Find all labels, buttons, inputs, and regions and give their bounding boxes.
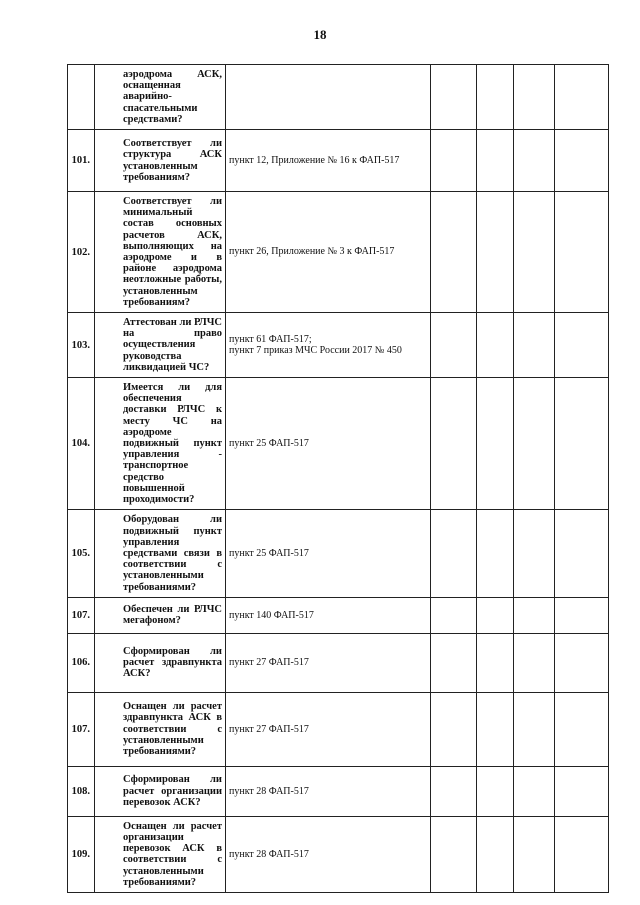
reference-cell: пункт 25 ФАП-517 [226,510,431,597]
table-row [68,192,609,313]
table-row [68,766,609,816]
row-number: 102. [68,192,95,313]
reference-cell: пункт 28 ФАП-517 [226,816,431,892]
question-text: аэродрома АСК, оснащенная аварийно-спасательными средствами? [123,69,222,125]
reference-cell: пункт 61 ФАП-517; пункт 7 приказ МЧС России 2017 № 450 [226,313,431,378]
answer-yes-cell [431,633,477,692]
question-text: Обеспечен ли РЛЧС мегафоном? [123,604,222,627]
row-number: 105. [68,510,95,597]
answer-no-cell [477,192,514,313]
row-number: 108. [68,766,95,816]
note-cell [555,692,609,766]
question-text: Имеется ли для обеспечения доставки РЛЧС к месту ЧС на аэродроме подвижный пункт управления - транспортное средство повышенной проходимости? [123,382,222,506]
note-cell [555,313,609,378]
answer-yes-cell [431,510,477,597]
question-text: Аттестован ли РЛЧС на право осуществления руководства ликвидацией ЧС? [123,317,222,373]
question-cell [95,816,226,892]
answer-yes-cell [431,766,477,816]
answer-no-cell [477,766,514,816]
reference-cell: пункт 27 ФАП-517 [226,633,431,692]
reference-cell: пункт 27 ФАП-517 [226,692,431,766]
question-cell [95,192,226,313]
answer-yes-cell [431,816,477,892]
note-cell [555,633,609,692]
answer-yes-cell [431,130,477,192]
question-text: Сформирован ли расчет здравпункта АСК? [123,645,222,680]
answer-yes-cell [431,597,477,633]
row-number: 103. [68,313,95,378]
not-applicable-cell [514,510,555,597]
table-row [68,378,609,510]
note-cell [555,816,609,892]
row-number: 109. [68,816,95,892]
not-applicable-cell [514,313,555,378]
note-cell [555,378,609,510]
reference-cell: пункт 25 ФАП-517 [226,378,431,510]
answer-yes-cell [431,192,477,313]
reference-cell: пункт 28 ФАП-517 [226,766,431,816]
answer-no-cell [477,378,514,510]
table-row [68,597,609,633]
question-text: Оснащен ли расчет организации перевозок АСК в соответствии с установленными требованиями? [123,820,222,888]
answer-yes-cell [431,692,477,766]
question-cell [95,692,226,766]
row-number: 107. [68,692,95,766]
answer-yes-cell [431,378,477,510]
reference-cell: пункт 12, Приложение № 16 к ФАП-517 [226,130,431,192]
reference-cell: пункт 26, Приложение № 3 к ФАП-517 [226,192,431,313]
answer-no-cell [477,130,514,192]
question-cell [95,378,226,510]
question-cell [95,313,226,378]
not-applicable-cell [514,816,555,892]
checklist-table [67,64,609,893]
answer-no-cell [477,597,514,633]
reference-cell: пункт 140 ФАП-517 [226,597,431,633]
note-cell [555,130,609,192]
answer-yes-cell [431,313,477,378]
answer-no-cell [477,816,514,892]
question-cell [95,510,226,597]
table-row [68,130,609,192]
answer-yes-cell [431,65,477,130]
question-text: Оборудован ли подвижный пункт управления средствами связи в соответствии с установленными требованиями? [123,514,222,593]
question-text: Сформирован ли расчет организации перевозок АСК? [123,774,222,808]
note-cell [555,766,609,816]
answer-no-cell [477,65,514,130]
row-number: 101. [68,130,95,192]
table-row [68,313,609,378]
not-applicable-cell [514,130,555,192]
note-cell [555,65,609,130]
page-number: 18 [313,27,327,42]
note-cell [555,510,609,597]
question-cell [95,65,226,130]
not-applicable-cell [514,65,555,130]
not-applicable-cell [514,597,555,633]
reference-cell [226,65,431,130]
question-text: Соответствует ли структура АСК установленным требованиям? [123,138,222,183]
note-cell [555,597,609,633]
row-number: 104. [68,378,95,510]
answer-no-cell [477,692,514,766]
question-text: Соответствует ли минимальный состав основных расчетов АСК, выполняющих на аэродроме и в районе аэродрома неотложные работы, установленным требованиям? [123,196,222,308]
question-cell [95,766,226,816]
not-applicable-cell [514,633,555,692]
question-text: Оснащен ли расчет здравпункта АСК в соответствии с установленными требованиями? [123,701,222,758]
table-row [68,816,609,892]
question-cell [95,633,226,692]
question-cell [95,597,226,633]
question-cell [95,130,226,192]
row-number [68,65,95,130]
row-number: 106. [68,633,95,692]
row-number: 107. [68,597,95,633]
not-applicable-cell [514,766,555,816]
table-row [68,633,609,692]
table-row [68,65,609,130]
not-applicable-cell [514,192,555,313]
not-applicable-cell [514,692,555,766]
note-cell [555,192,609,313]
table-row [68,510,609,597]
not-applicable-cell [514,378,555,510]
answer-no-cell [477,510,514,597]
answer-no-cell [477,313,514,378]
table-row [68,692,609,766]
answer-no-cell [477,633,514,692]
